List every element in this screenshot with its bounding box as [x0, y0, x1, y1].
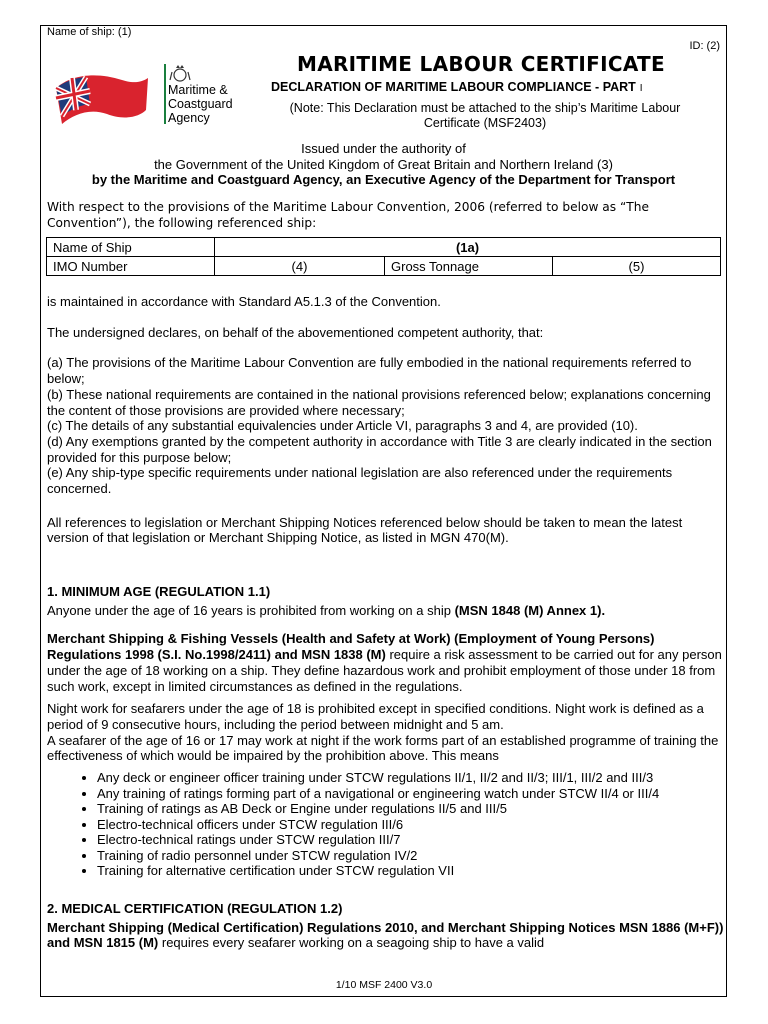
section-1-p2: Merchant Shipping & Fishing Vessels (Health and Safety at Work) (Employment of Young Persons) Regulations 1998 (S.I. No.1998/2411) and MSN 1838 (M) require a risk assessment to be carried out for any person under the age of 18 working on a ship. They define hazardous work and prohibit employment of those under 18 from such work, except in limited circumstances as defined in the regulations. — [47, 631, 722, 694]
training-list — [47, 770, 727, 879]
list-item: • Any deck or engineer officer training under STCW regulations II/1, II/2 and II/3; III/1, III/2 and III/3 — [97, 770, 727, 786]
list-item: • Any training of ratings forming part of a navigational or engineering watch under STCW II/4 or III/4 — [97, 786, 727, 802]
section-2-p1: Merchant Shipping (Medical Certification) Regulations 2010, and Merchant Shipping Notices MSN 1886 (M+F)) and MSN 1815 (M) requires every seafarer working on a seagoing ship to have a valid — [47, 919, 724, 951]
convention-intro: With respect to the provisions of the Maritime Labour Convention, 2006 (referred to below as “The Convention”), the following referenced ship: — [47, 200, 649, 230]
references-statement: All references to legislation or Merchant Shipping Notices referenced below should be taken to mean the latest version of that legislation or Merchant Shipping Notice, as listed in MGN 470(M). — [47, 514, 683, 546]
mca-logo-text: Maritime & Coastguard Agency — [168, 83, 233, 125]
mca-divider — [164, 64, 166, 124]
gross-tonnage-value: (5) — [553, 257, 721, 276]
subtitle: DECLARATION OF MARITIME LABOUR COMPLIANCE - PART I — [271, 80, 643, 94]
page-title: MARITIME LABOUR CERTIFICATE — [297, 52, 665, 76]
maintained-statement: is maintained in accordance with Standard A5.1.3 of the Convention. — [47, 294, 441, 309]
ship-details-table — [46, 237, 721, 276]
section-medical-certification — [47, 901, 727, 951]
declaration-body — [47, 294, 727, 546]
imo-label: IMO Number — [47, 257, 215, 276]
section-1-p1: Anyone under the age of 16 years is prohibited from working on a ship (MSN 1848 (M) Annex 1). — [47, 602, 606, 618]
imo-value: (4) — [215, 257, 385, 276]
gross-tonnage-label: Gross Tonnage — [385, 257, 553, 276]
table-row — [47, 238, 721, 257]
section-1-heading: 1. MINIMUM AGE (REGULATION 1.1) — [47, 584, 271, 599]
clause-b: (b) These national requirements are contained in the national provisions referenced below; explanations concerning the content of those provisions are provided where necessary; — [47, 386, 711, 418]
list-item: • Training of radio personnel under STCW regulation IV/2 — [97, 848, 727, 864]
red-ensign-flag-icon — [52, 70, 150, 126]
page-footer: 1/10 MSF 2400 V3.0 — [335, 979, 433, 991]
id-label: ID: (2) — [689, 40, 720, 52]
clause-a: (a) The provisions of the Maritime Labour Convention are fully embodied in the national requirements referred to below; — [47, 355, 692, 387]
clause-d: (d) Any exemptions granted by the competent authority in accordance with Title 3 are clearly indicated in the section provided for this purpose below; — [47, 433, 712, 465]
section-2-heading: 2. MEDICAL CERTIFICATION (REGULATION 1.2) — [47, 901, 343, 916]
ship-name-value: (1a) — [215, 238, 721, 257]
ship-name-label: Name of ship: (1) — [47, 26, 132, 38]
list-item: • Electro-technical ratings under STCW regulation III/7 — [97, 832, 727, 848]
section-minimum-age — [47, 584, 727, 879]
ship-name-label-cell: Name of Ship — [47, 238, 215, 257]
list-item: • Training for alternative certification under STCW regulation VII — [97, 863, 727, 879]
table-row — [47, 257, 721, 276]
issuing-authority: Issued under the authority of the Government of the United Kingdom of Great Britain and Northern Ireland (3) by the Maritime and Coastguard Agency, an Executive Agency of the Department for Transport — [91, 141, 676, 187]
clause-c: (c) The details of any substantial equivalencies under Article VI, paragraphs 3 and 4, are provided (10). — [47, 418, 638, 434]
undersigned-statement: The undersigned declares, on behalf of the abovementioned competent authority, that: — [47, 324, 544, 340]
attachment-note: (Note: This Declaration must be attached to the ship’s Maritime Labour Certificate (MSF2403) — [289, 101, 681, 130]
list-item: • Electro-technical officers under STCW regulation III/6 — [97, 817, 727, 833]
clause-e: (e) Any ship-type specific requirements under national legislation are also referenced under the requirements concerned. — [47, 465, 673, 497]
section-1-p4: A seafarer of the age of 16 or 17 may work at night if the work forms part of an established programme of training the effectiveness of which would be impaired by the prohibition above. This means — [47, 732, 719, 764]
list-item: • Training of ratings as AB Deck or Engine under regulations II/5 and III/5 — [97, 801, 727, 817]
royal-crest-icon — [168, 64, 192, 84]
section-1-p3: Night work for seafarers under the age of 18 is prohibited except in specified conditions. Night work is defined as a period of 9 consecutive hours, including the period between midnight and 5 am. — [47, 701, 704, 732]
mca-logo — [52, 64, 247, 130]
